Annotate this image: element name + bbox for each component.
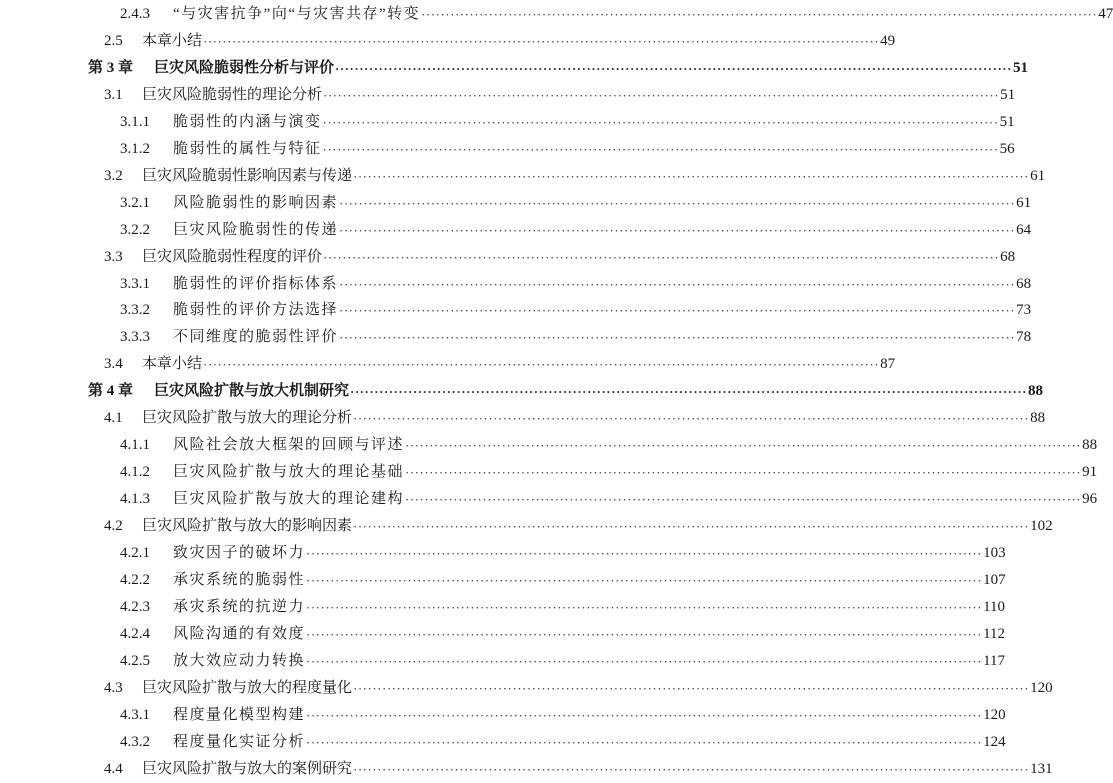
toc-entry-page: 120 <box>983 706 1006 723</box>
toc-entry-page: 107 <box>983 571 1006 588</box>
toc-entry[interactable] <box>0 109 1015 136</box>
toc-dot-leader: ············································································································································ <box>306 653 983 669</box>
toc-entry-title: 巨灾风险扩散与放大机制研究 <box>154 383 350 400</box>
toc-entry-title: 脆弱性的属性与特征 <box>173 140 322 157</box>
toc-entry-number: 4.2.1 <box>120 545 150 561</box>
toc-entry-number: 3.3.2 <box>120 302 150 319</box>
toc-entry[interactable] <box>0 540 1006 567</box>
toc-entry-title: 巨灾风险扩散与放大的理论基础 <box>173 464 405 481</box>
toc-entry-number: 3.1.2 <box>120 140 150 157</box>
toc-entry-title: 巨灾风险脆弱性分析与评价 <box>154 59 335 76</box>
toc-entry[interactable] <box>0 163 1046 190</box>
toc-dot-leader: ············································································································································ <box>405 492 1082 508</box>
toc-entry[interactable] <box>0 271 1032 298</box>
toc-dot-leader: ············································································································································ <box>306 546 983 561</box>
toc-entry-page: 88 <box>1027 383 1043 400</box>
toc-entry-page: 91 <box>1082 464 1098 481</box>
toc-entry[interactable] <box>0 621 1006 648</box>
toc-entry-title: 脆弱性的评价方法选择 <box>173 302 339 319</box>
toc-entry-page: 51 <box>1000 86 1016 103</box>
toc-dot-leader: ············································································································································ <box>323 249 1000 265</box>
toc-entry-title: 巨灾风险脆弱性的传递 <box>173 221 339 238</box>
toc-dot-leader: ············································································································································ <box>335 60 1012 76</box>
toc-entry-title: 承灾系统的脆弱性 <box>173 571 306 588</box>
toc-entry[interactable] <box>0 756 1053 783</box>
toc-dot-leader: ············································································································································ <box>353 761 1030 777</box>
toc-entry-title: 本章小结 <box>142 356 203 373</box>
toc-entry-title: “与灾害抗争”向“与灾害共存”转变 <box>173 6 421 22</box>
toc-dot-leader: ············································································································································ <box>421 7 1098 22</box>
toc-entry-number: 3.3.3 <box>120 329 150 346</box>
toc-entry-title: 风险社会放大框架的回顾与评述 <box>173 437 405 454</box>
toc-entry-page: 103 <box>983 545 1006 561</box>
toc-entry-page: 102 <box>1030 518 1053 535</box>
toc-entry-number: 4.4 <box>104 760 123 777</box>
toc-entry[interactable] <box>0 513 1053 540</box>
toc-dot-leader: ············································································································································ <box>339 330 1016 346</box>
toc-dot-leader: ············································································································································ <box>306 599 983 615</box>
toc-entry-title: 巨灾风险脆弱性程度的评价 <box>142 248 323 265</box>
toc-entry-number: 3.2.1 <box>120 194 150 211</box>
toc-dot-leader: ············································································································································ <box>353 680 1030 696</box>
toc-entry[interactable] <box>0 1 1113 28</box>
toc-entry[interactable] <box>0 82 1016 109</box>
toc-entry-number: 3.3 <box>104 248 123 265</box>
toc-entry-number: 4.2.3 <box>120 598 150 615</box>
toc-entry-title: 脆弱性的评价指标体系 <box>173 275 339 292</box>
toc-entry-title: 程度量化实证分析 <box>173 733 306 750</box>
toc-entry-number: 3.1 <box>104 86 123 103</box>
toc-entry-page: 47 <box>1098 6 1113 22</box>
toc-entry[interactable] <box>0 217 1032 244</box>
toc-entry-title: 程度量化模型构建 <box>173 706 306 723</box>
toc-entry-page: 73 <box>1016 302 1032 319</box>
toc-entry-number: 4.2 <box>104 518 123 535</box>
toc-entry-title: 承灾系统的抗逆力 <box>173 598 306 615</box>
toc-entry-page: 87 <box>880 356 896 373</box>
toc-entry-number: 3.2 <box>104 167 123 184</box>
toc-entry-page: 117 <box>983 652 1006 669</box>
toc-entry-page: 78 <box>1016 329 1032 346</box>
toc-dot-leader: ············································································································································ <box>353 411 1030 427</box>
toc-entry-page: 64 <box>1016 221 1032 238</box>
toc-entry[interactable] <box>0 405 1046 432</box>
toc-entry[interactable] <box>0 297 1032 324</box>
toc-entry-title: 脆弱性的内涵与演变 <box>173 113 322 130</box>
toc-entry-page: 124 <box>983 733 1006 750</box>
toc-entry[interactable] <box>0 324 1032 351</box>
toc-entry-title: 风险脆弱性的影响因素 <box>173 194 339 211</box>
toc-dot-leader: ············································································································································ <box>306 626 983 642</box>
toc-entry-page: 88 <box>1030 410 1046 427</box>
toc-entry[interactable] <box>0 378 1043 405</box>
toc-entry[interactable] <box>0 28 896 55</box>
toc-entry[interactable] <box>0 702 1006 729</box>
toc-entry-number: 3.1.1 <box>120 113 150 130</box>
toc-entry-number: 4.1.1 <box>120 437 150 454</box>
toc-entry-title: 巨灾风险脆弱性的理论分析 <box>142 86 323 103</box>
toc-dot-leader: ············································································································································ <box>322 114 999 130</box>
toc-entry-page: 120 <box>1030 679 1053 696</box>
toc-entry[interactable] <box>0 648 1006 675</box>
toc-dot-leader: ············································································································································ <box>405 465 1082 481</box>
toc-dot-leader: ············································································································································ <box>323 87 1000 103</box>
toc-entry-title: 不同维度的脆弱性评价 <box>173 329 339 346</box>
toc-entry-page: 68 <box>1016 275 1032 292</box>
toc-entry[interactable] <box>0 55 1028 82</box>
toc-entry-number: 2.4.3 <box>120 6 150 22</box>
toc-entry-page: 88 <box>1082 437 1098 454</box>
toc-dot-leader: ············································································································································ <box>353 168 1030 184</box>
toc-entry-number: 4.3 <box>104 679 123 696</box>
toc-dot-leader: ············································································································································ <box>306 572 983 588</box>
toc-entry-number: 4.1.2 <box>120 464 150 481</box>
toc-entry-title: 巨灾风险扩散与放大的影响因素 <box>142 518 353 535</box>
toc-entry[interactable] <box>0 567 1006 594</box>
toc-dot-leader: ············································································································································ <box>339 195 1016 211</box>
toc-entry[interactable] <box>0 675 1053 702</box>
toc-dot-leader: ············································································································································ <box>306 707 983 723</box>
toc-entry[interactable] <box>0 351 896 378</box>
toc-entry-page: 56 <box>999 140 1015 157</box>
toc-entry-number: 3.4 <box>104 356 123 373</box>
toc-entry-page: 61 <box>1030 167 1046 184</box>
toc-entry-page: 110 <box>983 598 1006 615</box>
toc-dot-leader: ············································································································································ <box>203 33 880 49</box>
toc-dot-leader: ············································································································································ <box>405 438 1082 454</box>
toc-entry-page: 68 <box>1000 248 1016 265</box>
toc-entry-page: 96 <box>1082 491 1098 508</box>
toc-entry-page: 49 <box>880 32 896 49</box>
toc-entry-page: 51 <box>999 113 1015 130</box>
toc-entry-number: 4.3.1 <box>120 706 150 723</box>
toc-entry[interactable] <box>0 190 1032 217</box>
toc-entry-title: 巨灾风险脆弱性影响因素与传递 <box>142 167 353 184</box>
toc-entry-page: 112 <box>983 625 1006 642</box>
toc-dot-leader: ············································································································································ <box>350 384 1027 400</box>
toc-dot-leader: ············································································································································ <box>339 222 1016 238</box>
toc-entry-number: 3.3.1 <box>120 275 150 292</box>
toc-entry-title: 本章小结 <box>142 32 203 49</box>
toc-entry[interactable] <box>0 432 1098 459</box>
toc-entry-number: 4.3.2 <box>120 733 150 750</box>
toc-entry[interactable] <box>0 594 1006 621</box>
toc-entry-number: 第 4 章 <box>88 383 134 400</box>
toc-entry-title: 巨灾风险扩散与放大的案例研究 <box>142 760 353 777</box>
toc-entry-number: 第 3 章 <box>88 59 134 76</box>
toc-entry-title: 致灾因子的破坏力 <box>173 545 306 561</box>
toc-entry-page: 131 <box>1030 760 1053 777</box>
toc-entry[interactable] <box>0 459 1098 486</box>
toc-entry[interactable] <box>0 136 1015 163</box>
toc-dot-leader: ············································································································································ <box>339 276 1016 292</box>
toc-entry-number: 3.2.2 <box>120 221 150 238</box>
toc-entry[interactable] <box>0 244 1016 271</box>
toc-entry-number: 4.1 <box>104 410 123 427</box>
toc-entry[interactable] <box>0 486 1098 513</box>
toc-entry-number: 4.2.5 <box>120 652 150 669</box>
toc-dot-leader: ············································································································································ <box>203 357 880 373</box>
toc-entry-number: 4.2.2 <box>120 571 150 588</box>
toc-entry-title: 放大效应动力转换 <box>173 652 306 669</box>
toc-entry-number: 4.1.3 <box>120 491 150 508</box>
toc-dot-leader: ············································································································································ <box>339 303 1016 319</box>
toc-dot-leader: ············································································································································ <box>353 519 1030 535</box>
toc-entry-page: 61 <box>1016 194 1032 211</box>
toc-entry-title: 巨灾风险扩散与放大的程度量化 <box>142 679 353 696</box>
toc-dot-leader: ············································································································································ <box>306 734 983 750</box>
toc-entry-number: 4.2.4 <box>120 625 150 642</box>
toc-entry-title: 风险沟通的有效度 <box>173 625 306 642</box>
toc-dot-leader: ············································································································································ <box>322 141 999 157</box>
toc-entry-title: 巨灾风险扩散与放大的理论建构 <box>173 491 405 508</box>
toc-entry-title: 巨灾风险扩散与放大的理论分析 <box>142 410 353 427</box>
toc-entry-page: 51 <box>1012 59 1028 76</box>
toc-entry-number: 2.5 <box>104 32 123 49</box>
toc-entry[interactable] <box>0 729 1006 756</box>
